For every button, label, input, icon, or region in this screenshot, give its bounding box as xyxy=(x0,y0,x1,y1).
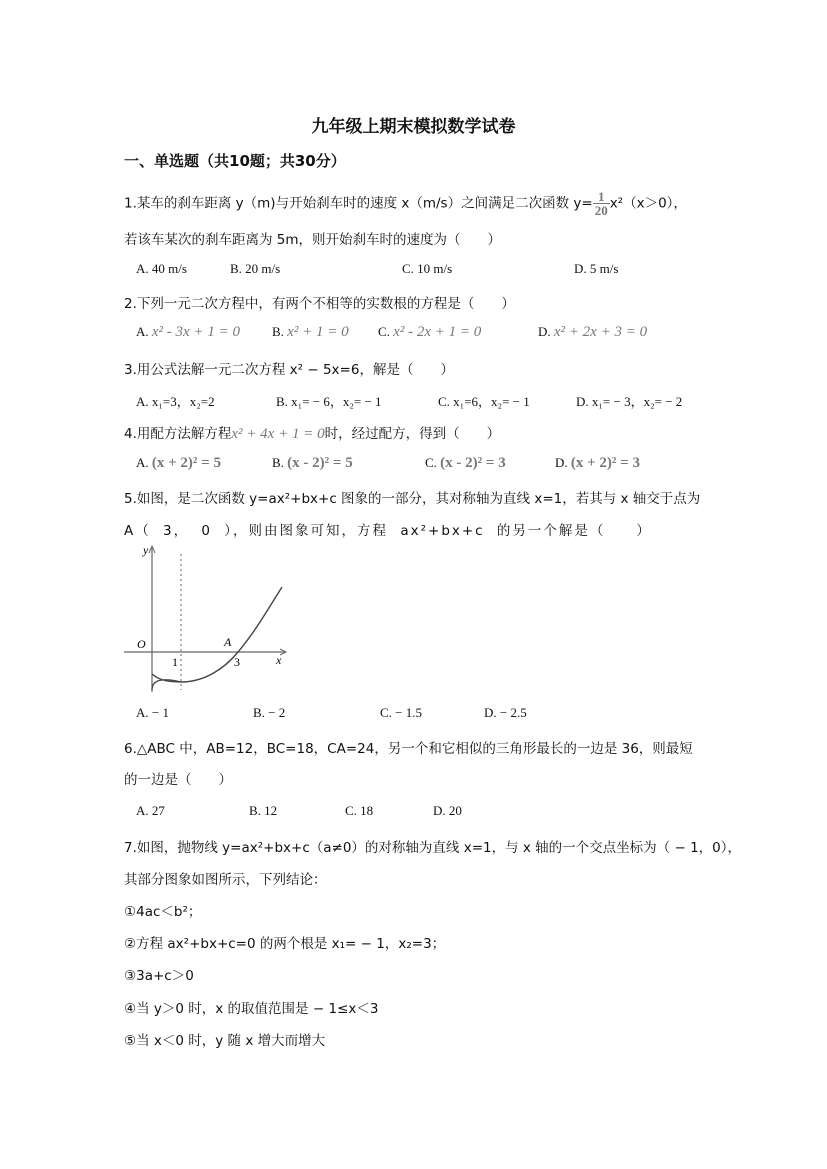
fraction xyxy=(593,190,610,217)
q2-option-a[interactable] xyxy=(136,324,240,341)
point-a-label: A xyxy=(224,635,232,649)
question-7-line-2: 其部分图象如图所示，下列结论： xyxy=(124,872,327,888)
q1-option-c[interactable]: C. 10 m/s xyxy=(402,261,453,276)
q5-option-a[interactable]: A. − 1 xyxy=(136,705,169,720)
option-math: x² + 1 = 0 xyxy=(287,324,349,340)
question-6-line-2: 的一边是（ ） xyxy=(124,772,232,788)
q1-option-d[interactable]: D. 5 m/s xyxy=(574,261,619,276)
question-5-line-1: 5.如图，是二次函数 y=ax²+bx+c 图象的一部分，其对称轴为直线 x=1，若其与 x 轴交于点为 xyxy=(124,491,701,507)
q2-option-d[interactable] xyxy=(538,324,647,341)
option-label: B. xyxy=(272,324,284,339)
question-1-line-1 xyxy=(124,190,687,217)
question-4-stem xyxy=(124,422,500,443)
option-label: C. xyxy=(378,324,390,339)
equation: x² + 4x + 1 = 0 xyxy=(231,426,325,442)
option-math: (x + 2)² = 3 xyxy=(570,455,640,471)
q3-option-a[interactable]: A. x₁=3，x₂=2 xyxy=(136,394,215,409)
question-6-line-1: 6.△ABC 中，AB=12，BC=18，CA=24，另一个和它相似的三角形最长的一边是 36，则最短 xyxy=(124,741,693,757)
question-5-line-2: A（ 3， 0 ），则由图象可知，方程 ax²+bx+c 的另一个解是（ ） xyxy=(124,523,652,539)
option-math: x² - 3x + 1 = 0 xyxy=(151,324,240,340)
q7-item-1: ①4ac＜b²； xyxy=(124,904,202,920)
x-axis-label: x xyxy=(276,653,282,667)
q3-option-c[interactable]: C. x₁=6，x₂= − 1 xyxy=(438,394,530,409)
q6-option-d[interactable]: D. 20 xyxy=(433,803,462,818)
q6-option-a[interactable]: A. 27 xyxy=(136,803,165,818)
q1-option-a[interactable]: A. 40 m/s xyxy=(136,261,187,276)
q4-option-c[interactable] xyxy=(425,455,506,472)
option-label: A. xyxy=(136,324,149,339)
q6-option-c[interactable]: C. 18 xyxy=(345,803,374,818)
page-title: 九年级上期末模拟数学试卷 xyxy=(311,117,516,137)
question-1-line-2: 若该车某次的刹车距离为 5m，则开始刹车时的速度为（ ） xyxy=(124,232,502,248)
question-3-stem: 3.用公式法解一元二次方程 x² − 5x=6，解是（ ） xyxy=(124,362,454,378)
q5-option-b[interactable]: B. − 2 xyxy=(253,705,286,720)
q2-option-c[interactable] xyxy=(378,324,481,341)
tick-label-3: 3 xyxy=(234,655,240,669)
option-math: (x + 2)² = 5 xyxy=(151,455,221,471)
option-label: D. xyxy=(555,455,568,470)
parabola-graph xyxy=(120,540,295,695)
fraction-denominator: 20 xyxy=(594,203,608,218)
question-4-stem-start: 4.用配方法解方程 xyxy=(124,426,232,442)
q6-option-b[interactable]: B. 12 xyxy=(249,803,278,818)
section-heading: 一、单选题（共10题；共30分） xyxy=(124,152,346,170)
option-math: x² + 2x + 3 = 0 xyxy=(553,324,648,340)
q5-option-d[interactable]: D. − 2.5 xyxy=(484,705,527,720)
q4-option-a[interactable] xyxy=(136,455,221,472)
option-math: (x - 2)² = 3 xyxy=(440,455,506,471)
question-1-stem-tail: x²（x＞0）， xyxy=(609,195,687,212)
q4-option-d[interactable] xyxy=(555,455,640,472)
q5-option-c[interactable]: C. − 1.5 xyxy=(380,705,423,720)
question-4-stem-end: 时，经过配方，得到（ ） xyxy=(324,426,501,442)
q7-item-5: ⑤当 x＜0 时，y 随 x 增大而增大 xyxy=(124,1033,326,1049)
q7-item-2: ②方程 ax²+bx+c=0 的两个根是 x₁= − 1，x₂=3； xyxy=(124,936,446,952)
q3-option-b[interactable]: B. x₁= − 6，x₂= − 1 xyxy=(276,394,382,409)
q4-option-b[interactable] xyxy=(272,455,353,472)
fraction-numerator: 1 xyxy=(593,190,610,204)
y-axis-label: y xyxy=(143,543,149,557)
question-2-stem: 2.下列一元二次方程中，有两个不相等的实数根的方程是（ ） xyxy=(124,296,515,312)
q7-item-3: ③3a+c＞0 xyxy=(124,968,194,984)
q2-option-b[interactable] xyxy=(272,324,349,341)
option-label: A. xyxy=(136,455,149,470)
question-7-line-1: 7.如图，抛物线 y=ax²+bx+c（a≠0）的对称轴为直线 x=1，与 x 轴的一个交点坐标为（ − 1，0）， xyxy=(124,840,741,856)
option-label: C. xyxy=(425,455,437,470)
q1-option-b[interactable]: B. 20 m/s xyxy=(230,261,281,276)
q7-item-4: ④当 y＞0 时，x 的取值范围是 − 1≤x＜3 xyxy=(124,1001,379,1017)
option-math: (x - 2)² = 5 xyxy=(287,455,353,471)
q3-option-d[interactable]: D. x₁= − 3，x₂= − 2 xyxy=(576,394,683,409)
option-math: x² - 2x + 1 = 0 xyxy=(393,324,482,340)
option-label: D. xyxy=(538,324,551,339)
origin-label: O xyxy=(137,637,146,651)
tick-label-1: 1 xyxy=(172,655,178,669)
question-1-stem: 1.某车的刹车距离 y（m)与开始刹车时的速度 x（m/s）之间满足二次函数 y= xyxy=(124,195,593,212)
option-label: B. xyxy=(272,455,284,470)
